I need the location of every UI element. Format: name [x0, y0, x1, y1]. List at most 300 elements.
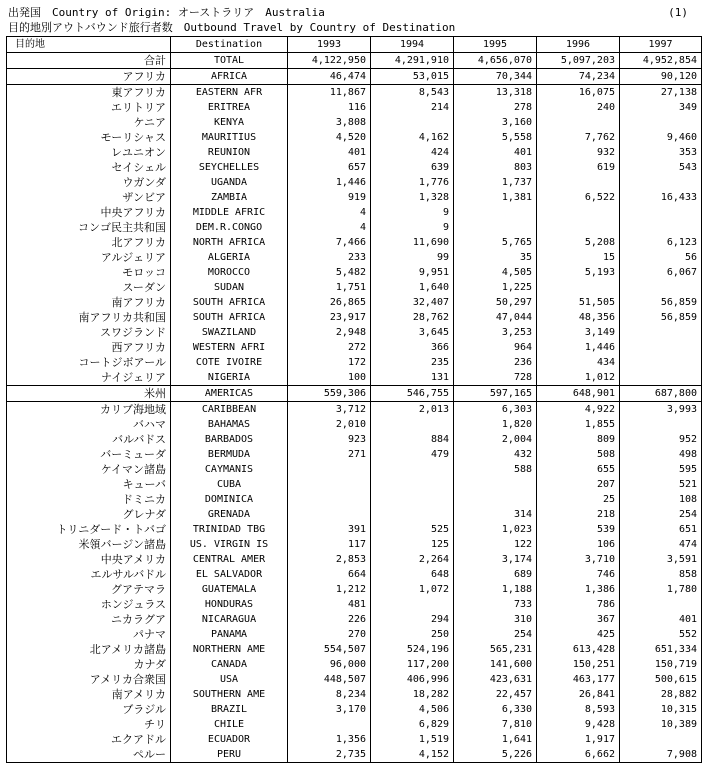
value-cell: 7,810: [454, 717, 537, 732]
value-cell: 270: [288, 627, 371, 642]
value-cell: [537, 115, 620, 130]
table-row: [7, 642, 702, 657]
value-cell: 56,859: [620, 295, 702, 310]
destination-en-cell: REUNION: [171, 145, 288, 160]
table-row: [7, 432, 702, 447]
value-cell: 150,719: [620, 657, 702, 672]
value-cell: 923: [288, 432, 371, 447]
destination-jp-cell: 北アフリカ: [7, 235, 171, 250]
table-row: [7, 69, 702, 85]
value-cell: 664: [288, 567, 371, 582]
destination-en-cell: SOUTH AFRICA: [171, 295, 288, 310]
destination-en-cell: US. VIRGIN IS: [171, 537, 288, 552]
value-cell: 11,867: [288, 85, 371, 101]
table-row: [7, 522, 702, 537]
value-cell: 463,177: [537, 672, 620, 687]
value-cell: 100: [288, 370, 371, 386]
destination-jp-cell: チリ: [7, 717, 171, 732]
destination-jp-cell: カナダ: [7, 657, 171, 672]
table-row: [7, 492, 702, 507]
table-row: [7, 582, 702, 597]
value-cell: [288, 507, 371, 522]
value-cell: 56,859: [620, 310, 702, 325]
table-body: [7, 53, 702, 763]
destination-en-cell: NICARAGUA: [171, 612, 288, 627]
table-row: [7, 310, 702, 325]
value-cell: 1,072: [371, 582, 454, 597]
value-cell: 27,138: [620, 85, 702, 101]
destination-jp-cell: スーダン: [7, 280, 171, 295]
value-cell: 500,615: [620, 672, 702, 687]
value-cell: [371, 507, 454, 522]
destination-jp-cell: エリトリア: [7, 100, 171, 115]
value-cell: 9,951: [371, 265, 454, 280]
destination-jp-cell: ペルー: [7, 747, 171, 763]
destination-jp-cell: モロッコ: [7, 265, 171, 280]
destination-en-cell: CARIBBEAN: [171, 402, 288, 418]
table-row: [7, 702, 702, 717]
value-cell: 6,123: [620, 235, 702, 250]
destination-jp-cell: 西アフリカ: [7, 340, 171, 355]
destination-en-cell: MIDDLE AFRIC: [171, 205, 288, 220]
destination-en-cell: CUBA: [171, 477, 288, 492]
value-cell: 233: [288, 250, 371, 265]
value-cell: 391: [288, 522, 371, 537]
value-cell: 6,067: [620, 265, 702, 280]
value-cell: 214: [371, 100, 454, 115]
value-cell: 9: [371, 205, 454, 220]
value-cell: 655: [537, 462, 620, 477]
value-cell: 70,344: [454, 69, 537, 85]
value-cell: 4,291,910: [371, 53, 454, 69]
destination-jp-cell: ニカラグア: [7, 612, 171, 627]
value-cell: 53,015: [371, 69, 454, 85]
destination-en-cell: ECUADOR: [171, 732, 288, 747]
table-title: 目的地別アウトバウンド旅行者数 Outbound Travel by Country of Destination: [8, 21, 456, 34]
value-cell: 1,737: [454, 175, 537, 190]
destination-jp-cell: ドミニカ: [7, 492, 171, 507]
value-cell: 13,318: [454, 85, 537, 101]
value-cell: 47,044: [454, 310, 537, 325]
value-cell: 1,640: [371, 280, 454, 295]
destination-en-cell: AMERICAS: [171, 386, 288, 402]
value-cell: 3,591: [620, 552, 702, 567]
value-cell: 2,948: [288, 325, 371, 340]
value-cell: 809: [537, 432, 620, 447]
value-cell: 401: [454, 145, 537, 160]
destination-jp-cell: 中央アメリカ: [7, 552, 171, 567]
destination-jp-cell: モーリシャス: [7, 130, 171, 145]
value-cell: 3,712: [288, 402, 371, 418]
destination-en-cell: SOUTH AFRICA: [171, 310, 288, 325]
table-row: [7, 205, 702, 220]
destination-en-cell: BAHAMAS: [171, 417, 288, 432]
value-cell: 479: [371, 447, 454, 462]
destination-jp-cell: エルサルバドル: [7, 567, 171, 582]
value-cell: 588: [454, 462, 537, 477]
value-cell: 16,433: [620, 190, 702, 205]
value-cell: 1,012: [537, 370, 620, 386]
value-cell: 619: [537, 160, 620, 175]
destination-en-cell: EASTERN AFR: [171, 85, 288, 101]
value-cell: 539: [537, 522, 620, 537]
destination-en-cell: SWAZILAND: [171, 325, 288, 340]
destination-en-cell: SUDAN: [171, 280, 288, 295]
value-cell: 803: [454, 160, 537, 175]
value-cell: 9,460: [620, 130, 702, 145]
table-row: [7, 717, 702, 732]
value-cell: 3,170: [288, 702, 371, 717]
value-cell: 565,231: [454, 642, 537, 657]
table-row: [7, 447, 702, 462]
value-cell: 524,196: [371, 642, 454, 657]
value-cell: 4,152: [371, 747, 454, 763]
destination-en-cell: COTE IVOIRE: [171, 355, 288, 370]
value-cell: 25: [537, 492, 620, 507]
value-cell: 3,253: [454, 325, 537, 340]
table-row: [7, 250, 702, 265]
destination-en-cell: NIGERIA: [171, 370, 288, 386]
value-cell: 728: [454, 370, 537, 386]
value-cell: 6,522: [537, 190, 620, 205]
value-cell: 1,446: [537, 340, 620, 355]
value-cell: 952: [620, 432, 702, 447]
value-cell: 294: [371, 612, 454, 627]
destination-jp-cell: トリニダード・トバゴ: [7, 522, 171, 537]
value-cell: 1,820: [454, 417, 537, 432]
column-header-year: 1995: [454, 37, 537, 53]
destination-en-cell: UGANDA: [171, 175, 288, 190]
value-cell: 272: [288, 340, 371, 355]
value-cell: 786: [537, 597, 620, 612]
table-row: [7, 355, 702, 370]
value-cell: 3,993: [620, 402, 702, 418]
value-cell: 9: [371, 220, 454, 235]
destination-en-cell: HONDURAS: [171, 597, 288, 612]
destination-jp-cell: バルバドス: [7, 432, 171, 447]
column-header-destination-jp: 目的地: [7, 37, 171, 53]
destination-en-cell: DOMINICA: [171, 492, 288, 507]
table-row: [7, 597, 702, 612]
value-cell: 425: [537, 627, 620, 642]
value-cell: 150,251: [537, 657, 620, 672]
destination-en-cell: KENYA: [171, 115, 288, 130]
value-cell: 2,010: [288, 417, 371, 432]
destination-jp-cell: カリブ海地域: [7, 402, 171, 418]
value-cell: 424: [371, 145, 454, 160]
value-cell: [537, 220, 620, 235]
destination-en-cell: SOUTHERN AME: [171, 687, 288, 702]
table-row: [7, 417, 702, 432]
value-cell: [454, 205, 537, 220]
value-cell: 613,428: [537, 642, 620, 657]
value-cell: 884: [371, 432, 454, 447]
value-cell: 207: [537, 477, 620, 492]
value-cell: [620, 417, 702, 432]
value-cell: 8,593: [537, 702, 620, 717]
value-cell: [288, 492, 371, 507]
destination-jp-cell: レユニオン: [7, 145, 171, 160]
value-cell: 6,829: [371, 717, 454, 732]
value-cell: 353: [620, 145, 702, 160]
value-cell: 1,641: [454, 732, 537, 747]
value-cell: 349: [620, 100, 702, 115]
value-cell: 448,507: [288, 672, 371, 687]
value-cell: 2,264: [371, 552, 454, 567]
value-cell: 432: [454, 447, 537, 462]
value-cell: [620, 732, 702, 747]
value-cell: 3,808: [288, 115, 371, 130]
value-cell: 8,234: [288, 687, 371, 702]
value-cell: 5,226: [454, 747, 537, 763]
value-cell: 271: [288, 447, 371, 462]
destination-jp-cell: ケニア: [7, 115, 171, 130]
table-row: [7, 175, 702, 190]
origin-header: [8, 6, 688, 20]
value-cell: 423,631: [454, 672, 537, 687]
table-row: [7, 145, 702, 160]
destination-jp-cell: コートジボアール: [7, 355, 171, 370]
destination-en-cell: ALGERIA: [171, 250, 288, 265]
value-cell: 117,200: [371, 657, 454, 672]
destination-en-cell: TRINIDAD TBG: [171, 522, 288, 537]
column-header-year: 1996: [537, 37, 620, 53]
value-cell: 7,466: [288, 235, 371, 250]
destination-en-cell: CAYMANIS: [171, 462, 288, 477]
value-cell: [537, 175, 620, 190]
value-cell: 919: [288, 190, 371, 205]
value-cell: 5,482: [288, 265, 371, 280]
value-cell: 4,162: [371, 130, 454, 145]
value-cell: 218: [537, 507, 620, 522]
value-cell: [537, 205, 620, 220]
column-header-year: 1993: [288, 37, 371, 53]
value-cell: 554,507: [288, 642, 371, 657]
value-cell: 4: [288, 220, 371, 235]
value-cell: 2,853: [288, 552, 371, 567]
destination-jp-cell: パナマ: [7, 627, 171, 642]
table-row: [7, 280, 702, 295]
value-cell: 1,917: [537, 732, 620, 747]
value-cell: [454, 477, 537, 492]
value-cell: 3,160: [454, 115, 537, 130]
table-row: [7, 537, 702, 552]
destination-jp-cell: セイシェル: [7, 160, 171, 175]
value-cell: 46,474: [288, 69, 371, 85]
page-number: (1): [668, 6, 688, 19]
table-row: [7, 130, 702, 145]
value-cell: 597,165: [454, 386, 537, 402]
destination-jp-cell: ブラジル: [7, 702, 171, 717]
value-cell: 648,901: [537, 386, 620, 402]
value-cell: 48,356: [537, 310, 620, 325]
value-cell: 401: [288, 145, 371, 160]
value-cell: 8,543: [371, 85, 454, 101]
value-cell: [620, 220, 702, 235]
destination-jp-cell: 南アフリカ: [7, 295, 171, 310]
table-row: [7, 627, 702, 642]
value-cell: 18,282: [371, 687, 454, 702]
table-row: [7, 265, 702, 280]
value-cell: 6,662: [537, 747, 620, 763]
table-row: [7, 340, 702, 355]
value-cell: 26,865: [288, 295, 371, 310]
value-cell: 15: [537, 250, 620, 265]
value-cell: 16,075: [537, 85, 620, 101]
value-cell: 11,690: [371, 235, 454, 250]
destination-jp-cell: ザンビア: [7, 190, 171, 205]
destination-jp-cell: アルジェリア: [7, 250, 171, 265]
value-cell: 236: [454, 355, 537, 370]
value-cell: 28,882: [620, 687, 702, 702]
value-cell: 651: [620, 522, 702, 537]
table-row: [7, 53, 702, 69]
destination-en-cell: NORTH AFRICA: [171, 235, 288, 250]
destination-en-cell: CENTRAL AMER: [171, 552, 288, 567]
value-cell: [620, 205, 702, 220]
table-row: [7, 462, 702, 477]
destination-jp-cell: アフリカ: [7, 69, 171, 85]
destination-jp-cell: 南アフリカ共和国: [7, 310, 171, 325]
destination-en-cell: MOROCCO: [171, 265, 288, 280]
value-cell: 235: [371, 355, 454, 370]
value-cell: 50,297: [454, 295, 537, 310]
destination-en-cell: PERU: [171, 747, 288, 763]
destination-en-cell: MAURITIUS: [171, 130, 288, 145]
value-cell: [620, 340, 702, 355]
table-row: [7, 672, 702, 687]
value-cell: 4,122,950: [288, 53, 371, 69]
destination-en-cell: GRENADA: [171, 507, 288, 522]
destination-en-cell: PANAMA: [171, 627, 288, 642]
value-cell: [620, 370, 702, 386]
value-cell: [371, 597, 454, 612]
value-cell: [288, 462, 371, 477]
destination-jp-cell: 北アメリカ諸島: [7, 642, 171, 657]
destination-en-cell: WESTERN AFRI: [171, 340, 288, 355]
table-row: [7, 732, 702, 747]
value-cell: 689: [454, 567, 537, 582]
value-cell: 1,356: [288, 732, 371, 747]
value-cell: 651,334: [620, 642, 702, 657]
value-cell: 32,407: [371, 295, 454, 310]
destination-en-cell: ERITREA: [171, 100, 288, 115]
value-cell: [288, 477, 371, 492]
table-row: [7, 386, 702, 402]
value-cell: 125: [371, 537, 454, 552]
value-cell: 9,428: [537, 717, 620, 732]
value-cell: [537, 280, 620, 295]
value-cell: 23,917: [288, 310, 371, 325]
table-row: [7, 190, 702, 205]
value-cell: 240: [537, 100, 620, 115]
value-cell: 26,841: [537, 687, 620, 702]
value-cell: 22,457: [454, 687, 537, 702]
value-cell: 7,762: [537, 130, 620, 145]
table-row: [7, 100, 702, 115]
table-row: [7, 477, 702, 492]
destination-jp-cell: ホンジュラス: [7, 597, 171, 612]
value-cell: [620, 280, 702, 295]
destination-jp-cell: 米領バージン諸島: [7, 537, 171, 552]
value-cell: [454, 492, 537, 507]
destination-en-cell: CHILE: [171, 717, 288, 732]
value-cell: 733: [454, 597, 537, 612]
value-cell: [620, 115, 702, 130]
table-row: [7, 552, 702, 567]
value-cell: 117: [288, 537, 371, 552]
destination-jp-cell: キューバ: [7, 477, 171, 492]
destination-jp-cell: ナイジェリア: [7, 370, 171, 386]
value-cell: 4,506: [371, 702, 454, 717]
destination-jp-cell: バハマ: [7, 417, 171, 432]
value-cell: 546,755: [371, 386, 454, 402]
value-cell: 543: [620, 160, 702, 175]
destination-en-cell: TOTAL: [171, 53, 288, 69]
value-cell: 525: [371, 522, 454, 537]
table-row: [7, 567, 702, 582]
value-cell: [620, 355, 702, 370]
value-cell: 3,174: [454, 552, 537, 567]
value-cell: 1,381: [454, 190, 537, 205]
value-cell: 4: [288, 205, 371, 220]
destination-jp-cell: 東アフリカ: [7, 85, 171, 101]
value-cell: 657: [288, 160, 371, 175]
value-cell: 226: [288, 612, 371, 627]
value-cell: 1,446: [288, 175, 371, 190]
table-row: [7, 235, 702, 250]
column-header-destination-en: Destination: [171, 37, 288, 53]
value-cell: [620, 325, 702, 340]
destination-jp-cell: アメリカ合衆国: [7, 672, 171, 687]
destination-en-cell: ZAMBIA: [171, 190, 288, 205]
value-cell: 366: [371, 340, 454, 355]
table-row: [7, 657, 702, 672]
value-cell: 4,656,070: [454, 53, 537, 69]
value-cell: 250: [371, 627, 454, 642]
value-cell: 4,952,854: [620, 53, 702, 69]
value-cell: [288, 717, 371, 732]
destination-en-cell: CANADA: [171, 657, 288, 672]
value-cell: [371, 417, 454, 432]
table-row: [7, 85, 702, 101]
value-cell: [454, 220, 537, 235]
value-cell: 6,303: [454, 402, 537, 418]
value-cell: 964: [454, 340, 537, 355]
value-cell: 51,505: [537, 295, 620, 310]
table-row: [7, 160, 702, 175]
value-cell: 2,004: [454, 432, 537, 447]
destination-en-cell: NORTHERN AME: [171, 642, 288, 657]
value-cell: 10,315: [620, 702, 702, 717]
destination-jp-cell: ウガンダ: [7, 175, 171, 190]
value-cell: 4,505: [454, 265, 537, 280]
value-cell: 559,306: [288, 386, 371, 402]
value-cell: 481: [288, 597, 371, 612]
value-cell: 2,013: [371, 402, 454, 418]
value-cell: 3,149: [537, 325, 620, 340]
destination-en-cell: USA: [171, 672, 288, 687]
value-cell: 278: [454, 100, 537, 115]
value-cell: 7,908: [620, 747, 702, 763]
value-cell: [620, 175, 702, 190]
value-cell: 1,188: [454, 582, 537, 597]
destination-jp-cell: 合計: [7, 53, 171, 69]
value-cell: 56: [620, 250, 702, 265]
value-cell: 434: [537, 355, 620, 370]
value-cell: 254: [454, 627, 537, 642]
table-row: [7, 220, 702, 235]
